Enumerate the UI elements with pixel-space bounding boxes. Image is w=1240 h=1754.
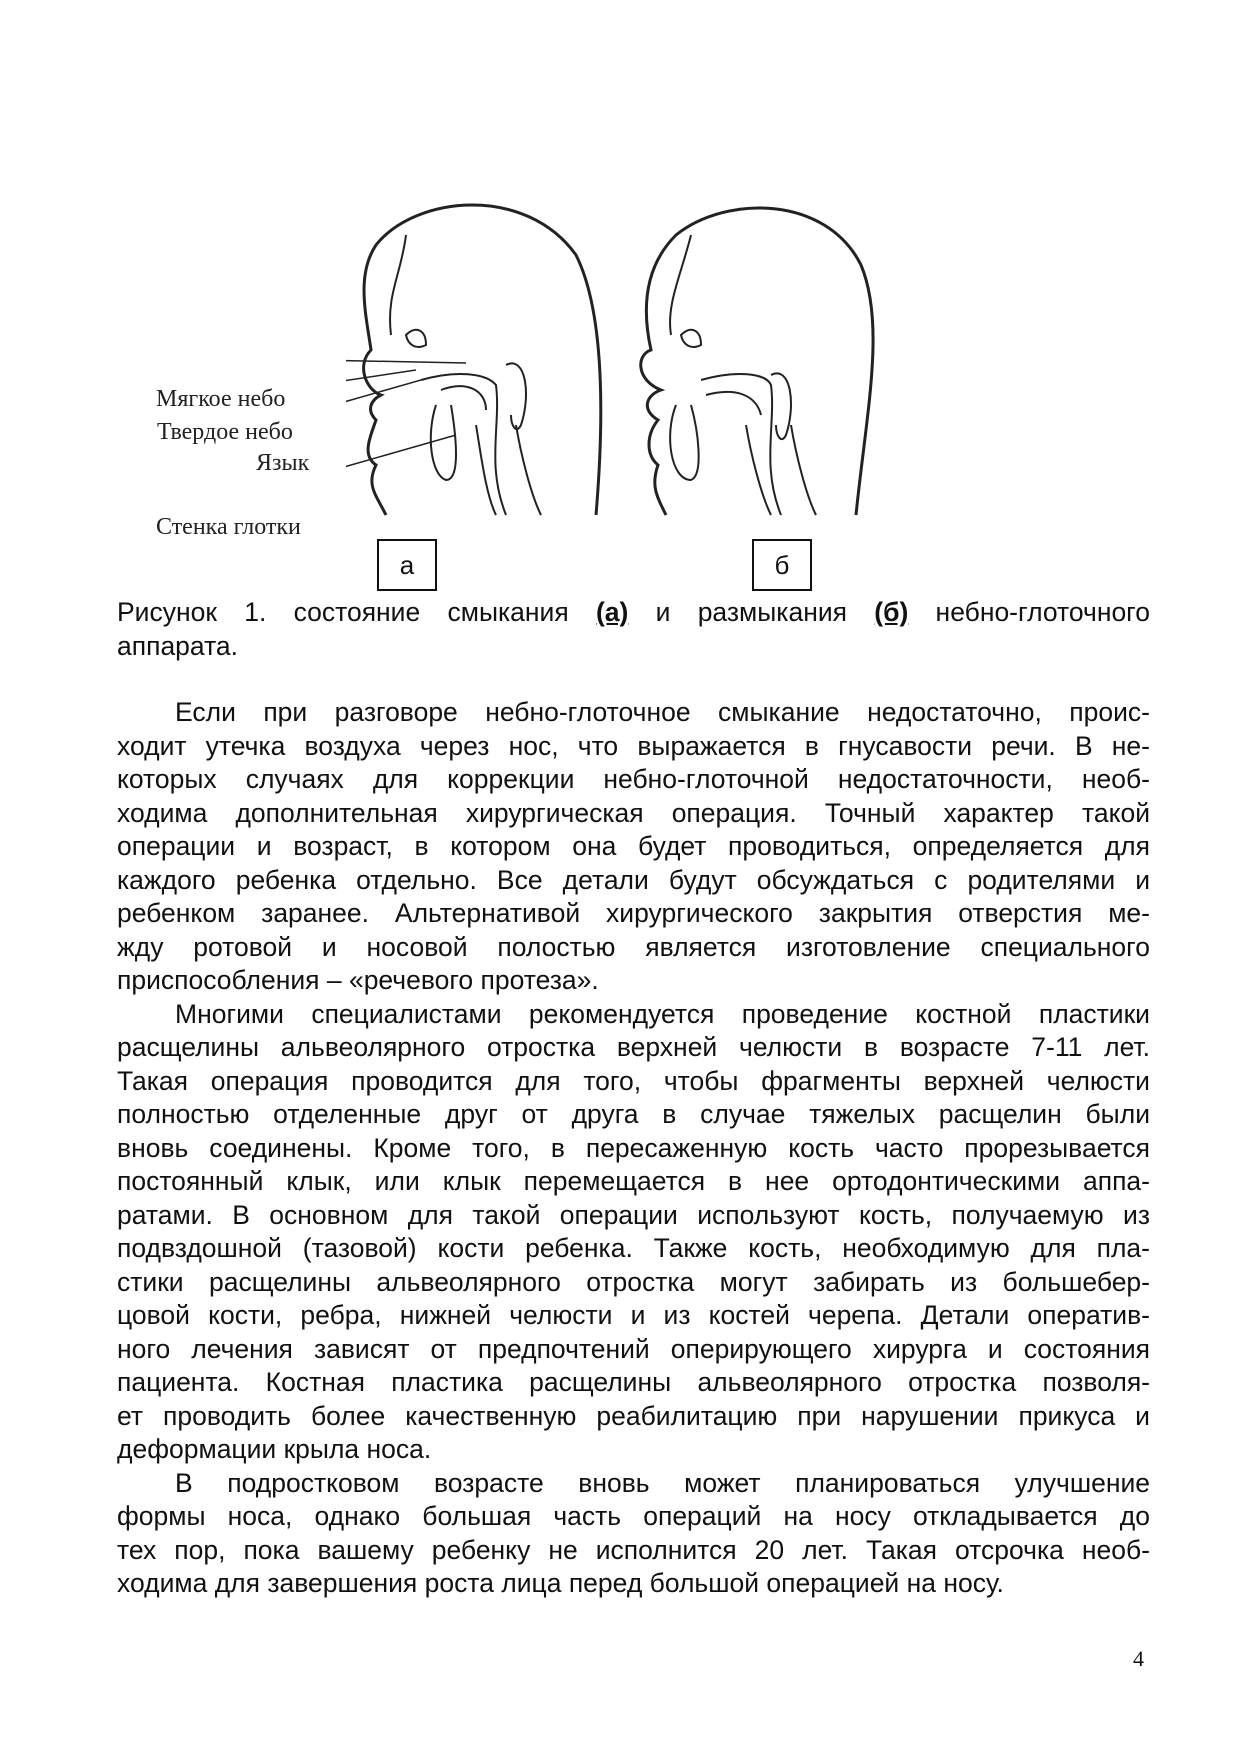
paragraph-1-line: жду ротовой и носовой полостью является изготовление специального [117,931,1150,962]
paragraph-1-line: приспособления – «речевого протеза». [117,965,599,995]
caption-ref-b: (б) [874,597,909,627]
label-soft-palate: Мягкое небо [156,386,286,412]
paragraph-1-line: каждого ребенка отдельно. Все детали будут обсуждаться с родителями и [117,864,1150,895]
paragraph-2-line: цовой кости, ребра, нижней челюсти и из костей черепа. Детали оператив- [117,1300,1150,1330]
paragraph-2-line: Такая операция проводится для того, чтобы фрагменты верхней челюсти [117,1065,1150,1096]
paragraph-1-line: ходима дополнительная хирургическая операция. Точный характер такой [117,797,1150,828]
label-tongue: Язык [256,450,310,476]
paragraph-2-line: ратами. В основном для такой операции используют кость, получаемую из [117,1199,1150,1230]
paragraph-2-line: деформации крыла носа. [117,1434,432,1464]
paragraph-2-line: ет проводить более качественную реабилитацию при нарушении прикуса и [117,1400,1150,1431]
label-pharynx-wall: Стенка глотки [156,514,301,540]
figure-caption [117,596,1150,629]
paragraph-1-line: ходит утечка воздуха через нос, что выражается в гнусавости речи. В не- [117,730,1150,761]
paragraph-2-line: стики расщелины альвеолярного отростка могут забирать из большебер- [117,1266,1150,1297]
paragraph-2-line: пациента. Костная пластика расщелины альвеолярного отростка позволя- [117,1367,1150,1397]
caption-middle: и размыкания [628,597,875,627]
paragraph-2-line: ного лечения зависят от предпочтений оперирующего хирурга и состояния [117,1333,1150,1364]
paragraph-2-line: подвздошной (тазовой) кости ребенка. Также кость, необходимую для пла- [117,1233,1150,1263]
paragraph-2-line: Многими специалистами рекомендуется проведение костной пластики [175,998,1150,1029]
palate-illustration [346,195,956,525]
paragraph-3-line: формы носа, однако большая часть операций на носу откладывается до [117,1501,1150,1531]
caption-suffix: небно-глоточного [908,597,1151,627]
paragraph-2-line: вновь соединены. Кроме того, в пересаженную кость часто прорезывается [117,1132,1150,1163]
panel-label-a [377,539,437,591]
panel-a-text: а [399,549,415,580]
head-profiles-drawing [346,195,956,525]
paragraph-2-line: расщелины альвеолярного отростка верхней челюсти в возрасте 7-11 лет. [117,1032,1150,1062]
paragraph-1-line: которых случаях для коррекции небно-глоточной недостаточности, необ- [117,764,1150,794]
paragraph-3-line: В подростковом возрасте вновь может планироваться улучшение [175,1467,1150,1498]
paragraph-3-line: ходима для завершения роста лица перед большой операцией на носу. [117,1568,1004,1598]
paragraph-3-line: тех пор, пока вашему ребенку не исполнится 20 лет. Такая отсрочка необ- [117,1534,1150,1565]
paragraph-1-line: ребенком заранее. Альтернативой хирургического закрытия отверстия ме- [117,898,1150,928]
caption-ref-a: (а) [595,597,629,627]
panel-b-text: б [774,549,790,580]
paragraph-2-line: полностью отделенные друг от друга в случае тяжелых расщелин были [117,1099,1150,1129]
caption-prefix: Рисунок 1. состояние смыкания [117,597,596,627]
figure-caption-line2: аппарата. [117,631,239,661]
paragraph-1-line: операции и возраст, в котором она будет проводиться, определяется для [117,831,1150,861]
paragraph-2-line: постоянный клык, или клык перемещается в нее ортодонтическими аппа- [117,1166,1150,1196]
label-hard-palate: Твердое небо [157,419,293,445]
page-number: 4 [1133,1646,1144,1671]
paragraph-1-line: Если при разговоре небно-глоточное смыкание недостаточно, проис- [175,697,1150,727]
panel-label-b [752,539,812,591]
